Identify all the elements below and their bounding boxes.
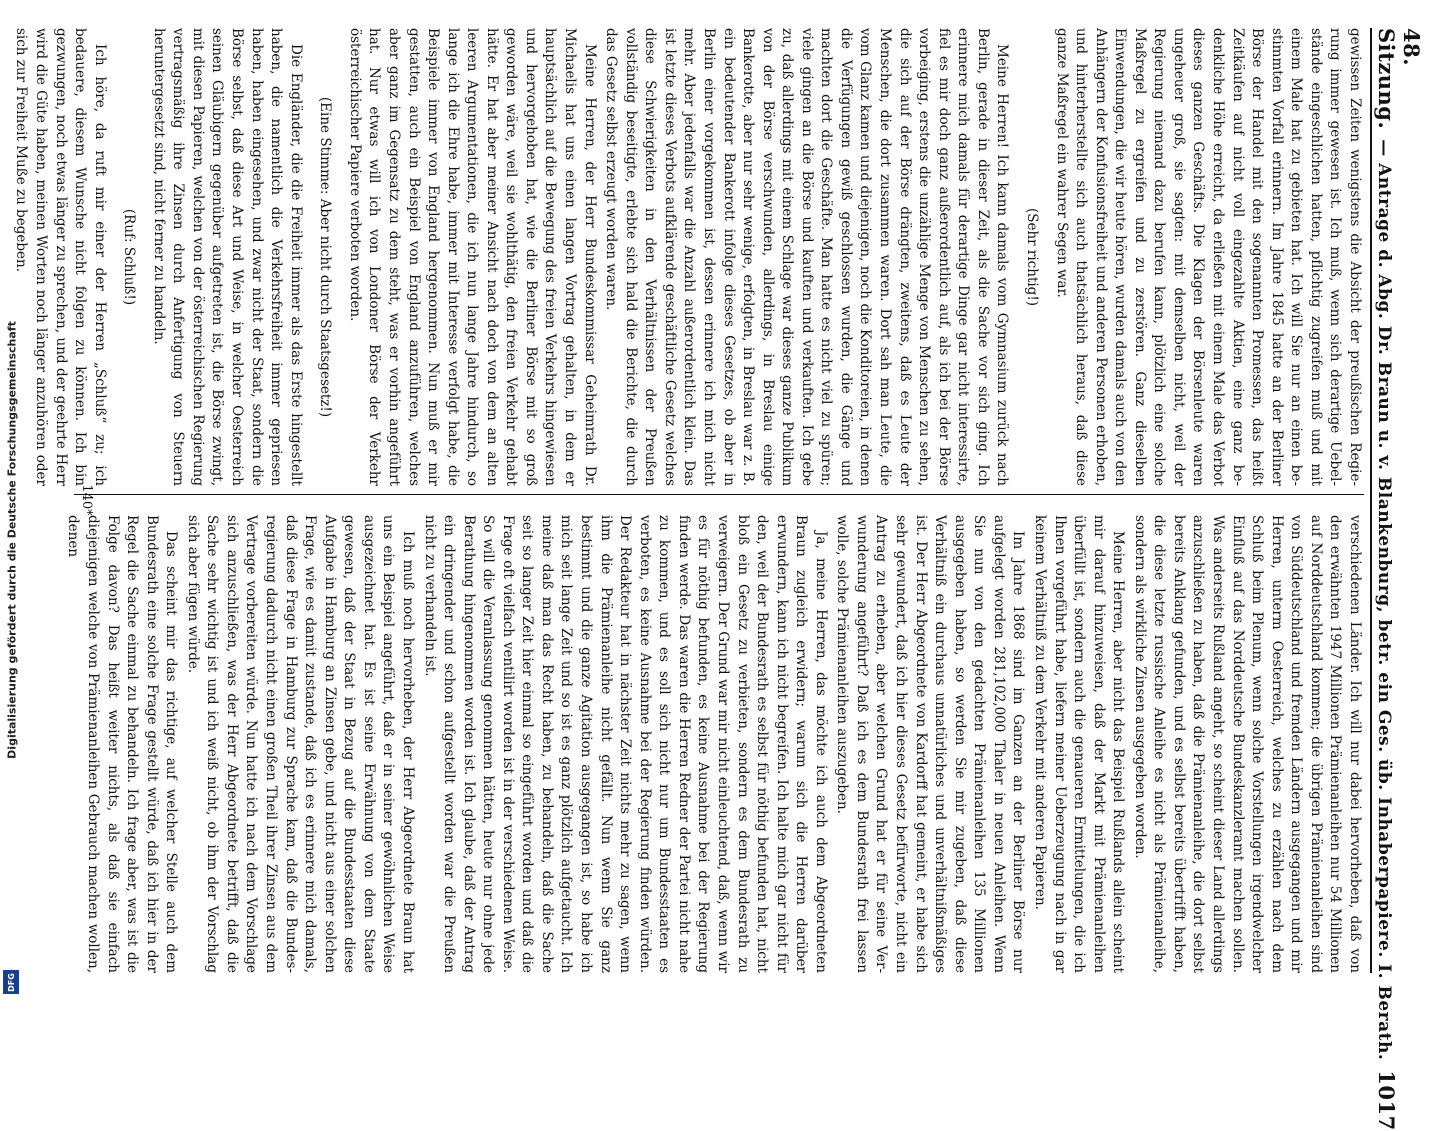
rotated-page-content: [13, 0, 1432, 1131]
paragraph: Meine Herren! Ich kann damals vom Gymnasium zurück nach Berlin, gerade in dieser Zeit, als die Sache vor sich ging. Ich erinnere mich damals für derartige Dinge gar nicht interessirte, fiel es mir doch ganz außerordentlich auf, als ich bei der Börse vorbeiging, erstens die unzählige Menge von Menschen zu sehen, die sich auf der Börse drängten, zweitens, daß es Leute der Menschen, die dort zusammen waren. Dort sah man Leute, die vom Glanz kamen und diejenigen, noch die Konditoreien, in denen die Verfügungen gewiß geschlossen wurden, die Gänge und machten dort die Geschäfte. Man hatte es nicht viel zu spüren; viele gingen an die Börse und kauften und verkauften. Ich gebe zu, daß allerdings mit einem Schlage war dieses ganze Publikum von der Börse verschwunden, allerdings, in Breslau einige Bankerotte, aber nur sehr wenige, erfolgten, in Breslau war z. B. ein bedeutender Bankerott infolge dieses Gesetzes, ob aber in Berlin einer vorgekommen ist, dessen erinnere ich mich nicht mehr. Aber jedenfalls war die Anzahl außerordentlich klein. Das ist letzte dieses Verbots aufklärende geschäftliche Gesetz welches diese Schwierigkeiten in den Verhältnissen der Preußen vollständig beseitigte, erlebte sich hald die Berichte, die durch das Gesetz selbst erzeugt worden waren.: [603, 28, 1011, 486]
sheet-signature: 140*: [79, 484, 94, 516]
paragraph: Im Jahre 1868 sind im Ganzen an der Berliner Börse nur aufgelegt worden 281,102,000 Thaler in neuen Anleihen. Wenn Sie nun von den gedachten Prämienanleihen 135 Millionen ausgegeben haben, so werden Sie mir zugeben, daß diese Verhältniß ein durchaus unnatürliches und unverhältnißmäßiges ist. Der Herr Abgeordnete von Kardorff hat gemeint, er habe sich sehr gewundert, daß ich hier dieses Gesetz befürworte, nicht ein Antrag zu erheben, aber welchen Grund hat er für seine Verwunderung angeführt? Daß ich es dem Bundesrath frei lassen wolle, solche Prämienanleihen auszugeben.: [834, 515, 1027, 973]
header-title: — Antrage d. Abg. Dr. Braun u. v. Blankenburg, betr. ein Ges. üb. Inhaberpapiere. I. Berath.: [1374, 139, 1394, 1061]
digitization-credit: Digitalisierung gefördert durch die Deutsche Forschungsgemeinschaft: [5, 321, 19, 759]
paragraph: Ich höre, da ruft mir einer der Herren „Schluß“ zu; ich bedauere, diesem Wunsche nicht folgen zu können. Ich bin gezwungen, noch etwas länger zu sprechen, und der geehrte Herr wird die Güte haben, meinen Worten noch länger anzuhören oder sich zur Freiheit Muße zu begeben.: [13, 28, 108, 486]
interjection: (Sehr richtig!): [1024, 207, 1040, 307]
interjection: (Eine Stimme: Aber nicht durch Staatsgesetz!): [317, 96, 334, 418]
page-header: [1374, 28, 1424, 1131]
paragraph: Meine Herren, der Herr Bundeskommissar Geheimrath Dr. Michaelis hat uns einen langen Vortrag gehalten, in dem er hauptsächlich auf die Bewegung des freien Verkehrs hingewiesen und hervorgehoben hat, wie die Berliner Börse mit so groß geworden wäre, weil sie wohlthätig, den freien Verkehr gehabt hätte. Er hat aber meiner Ansicht nach doch von dem an alten leeren Argumentationen, die ich nun lange Jahre hindurch, so lange ich die Ehre habe, immer mit Interesse verfolgt habe, die Beispiele immer von England hergenommen. Nun muß er mir gestatten, auch ein Beispiel von England anzuführen, welches aber ganz im Gegensatz zu dem steht, was er vorhin angeführt hat. Nur etwas will ich von Londoner Börse der Verkehr österreichischer Papiere verboten worden.: [346, 28, 598, 486]
column-divider: [74, 494, 1364, 495]
paragraph: Die Engländer, die die Freiheit immer als das Erste hingestellt haben, die namentlich die Verkehrsfreiheit immer gepriesen haben, haben eingesehen, und zwar nicht der Staat, sondern die Börse selbst, daß diese Art und Weise, in welcher Oesterreich seinen Gläubigern gegenüber aufgetreten ist, die Börse zwingt, mit diesen Papieren, welchen von der österreichischen Regierung vertragsmäßig ihre Zinsen durch Anfertigung von Steuern heruntergesetzt sind, nicht ferner zu handeln.: [150, 28, 304, 486]
paragraph: Das scheint mir das richtige, auf welcher Stelle auch dem Bundesrath eine solche Frage gestellt würde, daß ich hier in der Regel die Sache einmal zu behandeln. Ich frage aber, was ist die Folge davon? Das heißt weiter nichts, als daß sie einfach diejenigen welche von Prämienanleihen Gebrauch machen wollen, denen: [65, 515, 180, 973]
paragraph: Ich muß noch hervorheben, der Herr Abgeordnete Braun hat uns ein Beispiel angeführt, daß er in seiner gewöhnlichen Weise ausgezeichnet hat. Es ist seine Erwähnung von dem Staate gewesen, daß der Staat in Bezug auf die Bundesstaaten diese Aufgabe in Hamburg an Zinsen gebe, und nicht aus einer solchen Frage, wie es damit zustande, daß ich es erinnere mich damals, daß diese Frage in Hamburg zur Sprache kam, daß die Bundesregierung dadurch nicht einen großen Theil ihrer Zinsen aus dem Vertrage vorbereiten würde. Nun hatte ich nach dem Vorschlage sich anzuschließen, was der Herr Abgeordnete betrifft, daß die Sache sehr wichtig ist und ich weiß nicht, ob ihm der Vorschlag sich aber fügen würde.: [184, 515, 416, 973]
session-label: 48. Sitzung.: [1374, 28, 1424, 130]
scanned-page: [13, 0, 1432, 1131]
page-number: 1017: [1374, 1070, 1399, 1131]
right-column: [65, 515, 1364, 973]
header-rule: [1370, 28, 1372, 973]
dfg-logo: DFG: [3, 970, 19, 994]
paragraph: gewissen Zeiten wenigstens die Absicht der preußischen Regierung immer gewesen ist. Ich muß, wenn sich derartige Uebelstände eingeschlichen hatten, pflichtig zugreifen muß und mit einem Male hat zu gebieten hat. Ich will Sie nur an einen bestimmten Vorfall erinnern. Im Jahre 1845 hatte an der Berliner Börse der Handel mit den sogenannten Promessen, das heißt Zeitkäufen auf nicht voll eingezahlte Aktien, eine ganz bedenkliche Höhe erreicht, da erließen mit einem Male das Verbot dieses ganzen Geschäfts. Die Klagen der Börsenleute waren ungeheuer groß, sie sagten: mit demselben nicht, weil der Regierung niemand dazu berufen kann, plötzlich eine solche Maßregel zu ergreifen und zu zerstören. Ganz dieselben Einwendungen, die wir heute hören, wurden damals auch von den Anhängern der Konfusionsfreiheit und anderen Personen erhoben, und hinterherstellte sich auch thatsächlich heraus, daß diese ganze Maßregel ein wahrer Segen war.: [1053, 28, 1363, 486]
interjection: (Ruf: Schluß!): [121, 208, 138, 306]
left-column: [13, 28, 1364, 486]
interjection: [0, 28, 1, 486]
paragraph: Ja, meine Herren, das möchte ich auch dem Abgeordneten Braun zugleich erwidern; warum sich die Herren darüber erwundern, kann ich nicht begreifen. Ich halte mich gar nicht für den, weil der Bundesrath es selbst für nöthig befunden hat, nicht bloß ein Gesetz zu verbieten, sondern es dem Bundesrath zu verweigern. Der Grund war mir nicht einleuchtend, daß, wenn wir es für nöthig befunden, es keine Ausnahme bei der Regierung finden werde. Das waren die Herren Redner der Partei nicht nahe zu kommen, und es soll sich nicht nur um Bundesstaaten es verboten, es keine Ausnahme bei der Regierung finden würden. Der Redakteur hat in nächster Zeit nichts mehr zu sagen, wenn ihm die Prämienanleihe nicht gefällt. Nun wenn Sie ganz bestimmt und die ganze Agitation ausgegangen ist, so habe ich mich seit lange Zeit und so ist es ganz plötzlich aufgetaucht. Ich meine daß man das Recht haben, zu behandeln, daß die Sache seit so langer Zeit hier einmal so eingeführt worden und daß die Frage oft vielfach ventilirt worden ist in der verschiedenen Weise. So will die Veranlassung genommen hätten, heute nur ohne jede Berathung hingenommen worden ist. Ich glaube, daß der Antrag ein dringender und schon aufgestellt worden war die Preußen nicht zu verhandeln ist.: [421, 515, 829, 973]
paragraph: verschiedenen Länder. Ich will nur dabei hervorheben, daß von den erwähnten 1947 Millionen Prämienanleihen nur 54 Millionen auf Norddeutschland kommen; die übrigen Prämienanleihen sind von Süddeutschland und fremden Ländern ausgegangen und mir Herren, unterm Oesterreich, welches zu erzählen nach dem Schluß beim Plenum, wenn solche Vorstellungen irgendwelcher Einfluß auf das Norddeutsche Bundeskanzleramt machen sollen. Was anderseits Rußland angeht, so scheint dieser Land allerdings anzuschließen zu haben, daß die Prämienanleihe, die dort selbst bereits Anklang gefunden, und es selbst bereits übertrifft haben, die diese letzte russische Anleihe es nicht als Prämienanleihe, sondern als wirkliche Zinsen ausgegeben worden.: [1131, 515, 1363, 973]
paragraph: Meine Herren, aber nicht das Beispiel Rußlands allein scheint mir darauf hinzuweisen, daß der Markt mit Prämienanleihen überfüllt ist, sondern auch die genaueren Ermittelungen, die ich Ihnen vorgeführt habe, liefern meiner Ueberzeugung nach in gar keinem Verhältniß zu dem Verkehr mit anderen Papieren.: [1032, 515, 1127, 973]
